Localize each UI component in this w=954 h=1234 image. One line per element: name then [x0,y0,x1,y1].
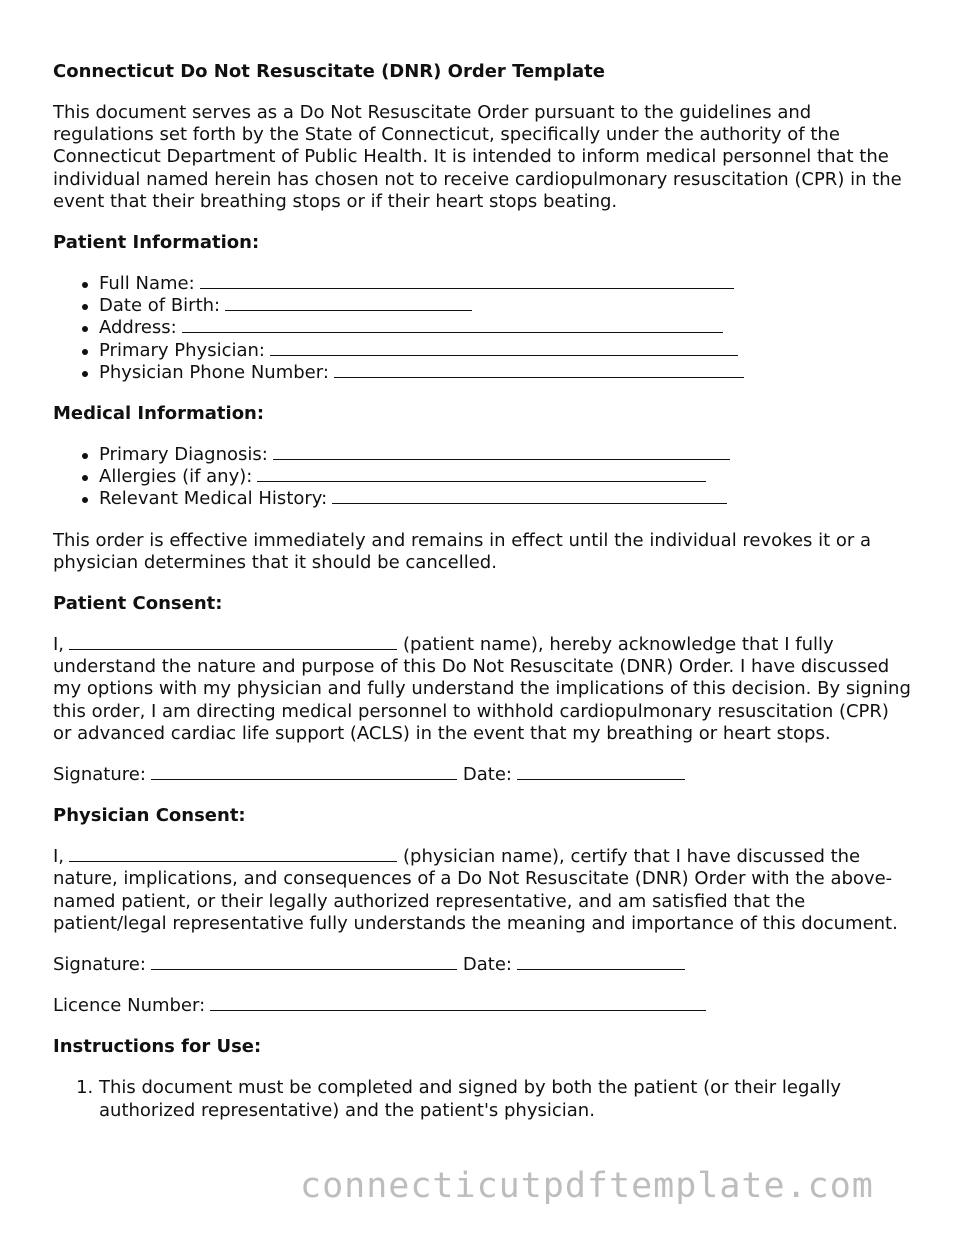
patient-info-list [53,273,913,384]
effective-paragraph: This order is effective immediately and remains in effect until the individual revokes it or a physician determines that it should be cancelled. [53,529,872,573]
allergies-label: Allergies (if any): [99,466,253,488]
medical-info-heading: Medical Information: [53,403,265,425]
watermark-text: connecticutpdftemplate.com [300,1166,874,1206]
patient-consent-heading: Patient Consent: [53,593,223,615]
list-item [99,362,913,384]
instructions-heading: Instructions for Use: [53,1036,262,1058]
primary-diagnosis-field[interactable] [273,444,730,460]
document-page [53,61,913,1122]
primary-diagnosis-label: Primary Diagnosis: [99,444,268,466]
physician-consent-paragraph [53,846,913,935]
list-item [99,295,913,317]
patient-consent-body: (patient name), hereby acknowledge that I fully understand the nature and purpose of this Do Not Resuscitate (DNR) Order. I have discussed my options with my physician and fully understand the implications of this decision. By signing this order, I am directing medical personnel to withhold cardiopulmonary resuscitation (CPR) or advanced cardiac life support (ACLS) in the event that my breathing or heart stops. [53,634,911,744]
physician-consent-heading: Physician Consent: [53,805,246,827]
physician-name-field[interactable] [69,846,397,862]
physician-date-label: Date: [462,954,512,976]
licence-label: Licence Number: [53,995,206,1017]
address-label: Address: [99,317,177,339]
physician-signature-field[interactable] [151,954,457,970]
list-item [99,317,913,339]
physician-signature-label: Signature: [53,954,146,976]
document-title: Connecticut Do Not Resuscitate (DNR) Order Template [53,61,605,82]
list-item [99,488,913,510]
dob-field[interactable] [225,295,472,311]
patient-signature-field[interactable] [151,764,457,780]
list-item [99,466,913,488]
patient-consent-prefix: I, [53,634,65,656]
list-item [99,444,913,466]
dob-label: Date of Birth: [99,295,221,317]
physician-phone-field[interactable] [334,362,744,378]
primary-physician-field[interactable] [270,340,738,356]
full-name-field[interactable] [200,273,734,289]
physician-consent-prefix: I, [53,846,65,868]
intro-paragraph: This document serves as a Do Not Resuscitate Order pursuant to the guidelines and regulations set forth by the State of Connecticut, specifically under the authority of the Connecticut Department of Public Health. It is intended to inform medical personnel that the individual named herein has chosen not to receive cardiopulmonary resuscitation (CPR) in the event that their breathing stops or if their heart stops beating. [53,102,902,212]
licence-line [53,995,913,1017]
primary-physician-label: Primary Physician: [99,339,265,361]
patient-date-label: Date: [462,764,512,786]
address-field[interactable] [182,317,723,333]
patient-date-field[interactable] [517,764,685,780]
licence-number-field[interactable] [210,995,706,1011]
patient-name-field[interactable] [69,634,397,650]
list-item: 1. This document must be completed and signed by both the patient (or their legally authorized representative) and the patient's physician. [99,1077,913,1121]
physician-signature-line [53,954,913,976]
patient-info-heading: Patient Information: [53,232,260,254]
medical-history-label: Relevant Medical History: [99,488,328,510]
patient-signature-label: Signature: [53,764,146,786]
medical-history-field[interactable] [332,488,727,504]
patient-consent-paragraph [53,634,913,745]
allergies-field[interactable] [257,466,706,482]
instructions-list [53,1077,913,1121]
physician-consent-body: (physician name), certify that I have discussed the nature, implications, and consequences of a Do Not Resuscitate (DNR) Order with the above-named patient, or their legally authorized representative, and am satisfied that the patient/legal representative fully understands the meaning and importance of this document. [53,846,898,934]
patient-signature-line [53,764,913,786]
list-item [99,340,913,362]
physician-phone-label: Physician Phone Number: [99,361,329,383]
list-item [99,273,913,295]
physician-date-field[interactable] [517,954,685,970]
medical-info-list [53,444,913,511]
full-name-label: Full Name: [99,273,195,295]
